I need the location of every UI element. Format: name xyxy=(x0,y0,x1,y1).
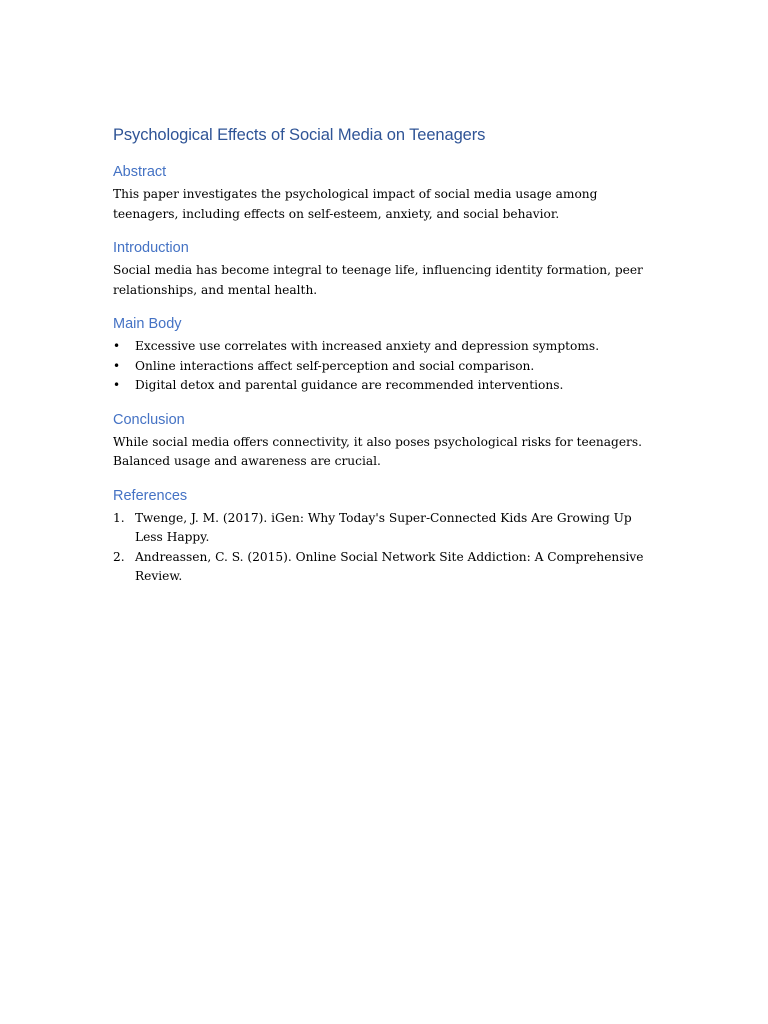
reference-item xyxy=(113,548,653,587)
bullet-icon: • xyxy=(113,358,121,373)
abstract-section xyxy=(113,162,653,224)
reference-text: Twenge, J. M. (2017). iGen: Why Today's Super-Connected Kids Are Growing Up Less Happy. xyxy=(135,510,632,544)
reference-number: 2. xyxy=(113,549,125,564)
abstract-text: This paper investigates the psychological impact of social media usage among teenagers, including effects on self-esteem, anxiety, and social behavior. xyxy=(113,187,598,221)
list-item xyxy=(113,357,653,377)
main-body-bullet-list xyxy=(113,337,653,396)
references-list xyxy=(113,509,653,587)
main-body-heading: Main Body xyxy=(113,316,182,332)
list-item-text: Excessive use correlates with increased anxiety and depression symptoms. xyxy=(135,339,600,353)
reference-number: 1. xyxy=(113,510,125,525)
bullet-icon: • xyxy=(113,378,121,392)
reference-item xyxy=(113,509,653,548)
introduction-heading: Introduction xyxy=(113,240,189,256)
references-heading: References xyxy=(113,487,188,504)
conclusion-text: While social media offers connectivity, it also poses psychological risks for teenagers. Balanced usage and awareness are crucial. xyxy=(113,434,643,468)
introduction-text: Social media has become integral to teenage life, influencing identity formation, peer relationships, and mental health. xyxy=(113,263,643,297)
references-section xyxy=(113,486,653,587)
reference-text: Andreassen, C. S. (2015). Online Social Network Site Addiction: A Comprehensive Review. xyxy=(135,549,644,583)
introduction-section xyxy=(113,238,653,300)
main-body-section xyxy=(113,314,653,396)
document-title: Psychological Effects of Social Media on Teenagers xyxy=(113,126,486,144)
conclusion-heading: Conclusion xyxy=(113,411,185,428)
document-body xyxy=(113,124,653,587)
abstract-heading: Abstract xyxy=(113,164,167,180)
list-item xyxy=(113,337,653,357)
list-item xyxy=(113,376,653,396)
conclusion-section xyxy=(113,410,653,472)
list-item-text: Digital detox and parental guidance are recommended interventions. xyxy=(135,378,564,392)
bullet-icon: • xyxy=(113,339,121,353)
list-item-text: Online interactions affect self-perception and social comparison. xyxy=(135,358,535,373)
